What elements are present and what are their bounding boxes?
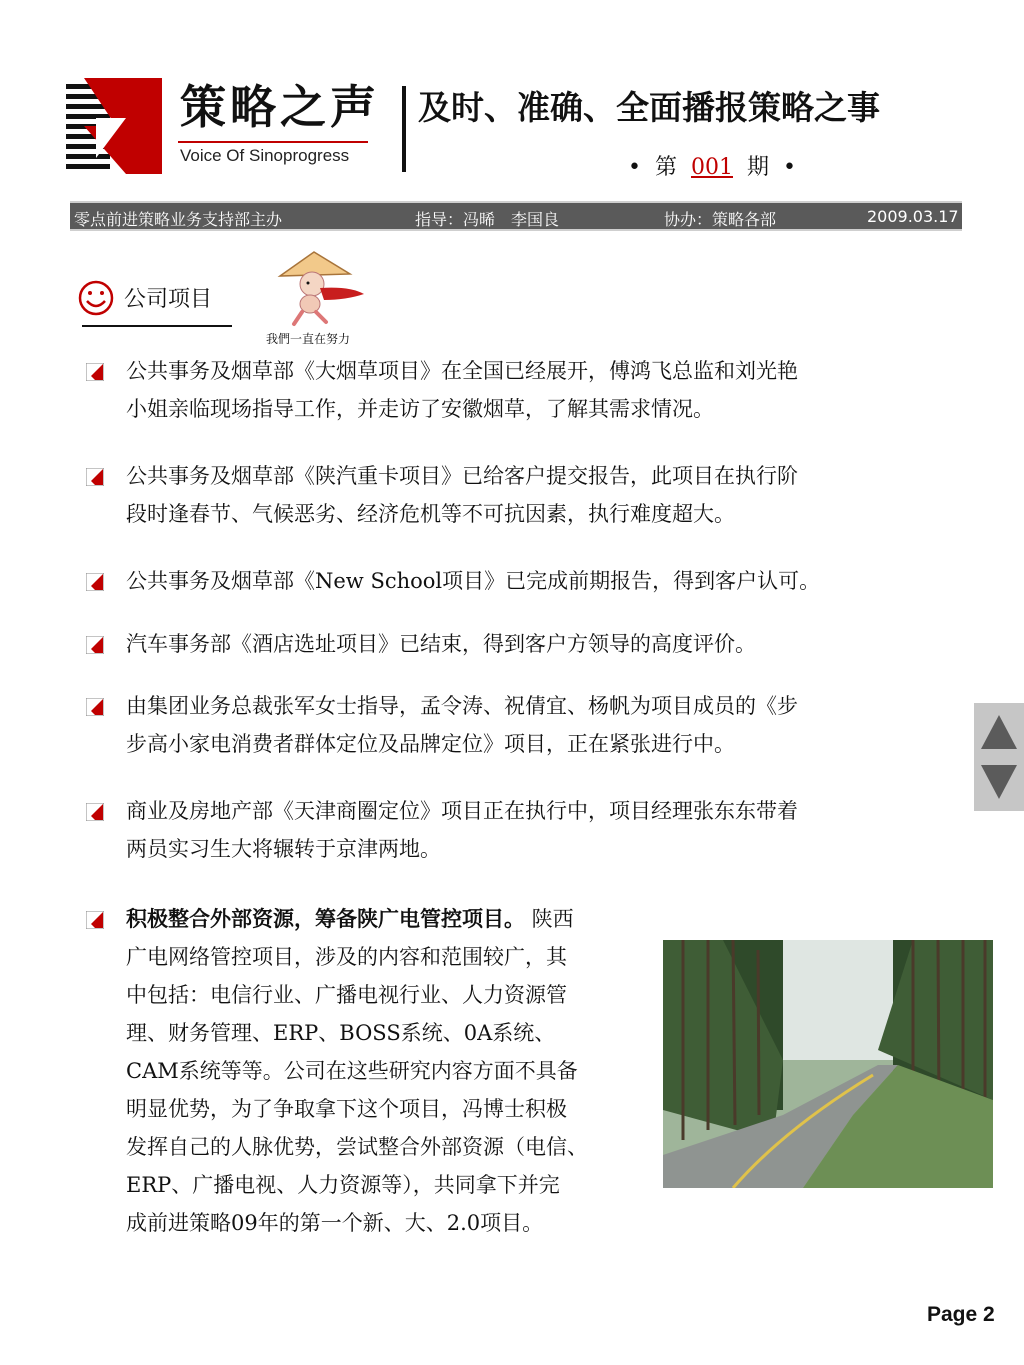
item-line: 明显优势，为了争取拿下这个项目，冯博士积极	[126, 1097, 567, 1121]
bullet-icon	[86, 698, 104, 716]
item-line: 公共事务及烟草部《大烟草项目》在全国已经展开，傅鸿飞总监和刘光艳	[126, 359, 798, 383]
newsletter-slogan: 及时、准确、全面播报策略之事	[418, 88, 880, 127]
mascot-caption: 我們一直在努力	[266, 332, 351, 346]
item-line: 公共事务及烟草部《New School项目》已完成前期报告，得到客户认可。	[126, 569, 821, 593]
issue-prefix: 第	[654, 155, 677, 180]
item-line: 理、财务管理、ERP、BOSS系统、0A系统、	[126, 1021, 556, 1045]
logo-icon	[66, 78, 162, 174]
item-line: 小姐亲临现场指导工作，并走访了安徽烟草，了解其需求情况。	[126, 397, 714, 421]
header-divider	[402, 86, 406, 172]
mascot-illustration	[270, 250, 366, 328]
list-item	[126, 352, 926, 428]
item-line: 发挥自己的人脉优势，尝试整合外部资源（电信、	[126, 1135, 588, 1159]
item-line: 步高小家电消费者群体定位及品牌定位》项目，正在紧张进行中。	[126, 732, 735, 756]
info-host: 零点前进策略业务支持部主办	[74, 210, 283, 229]
bullet-icon	[86, 636, 104, 654]
item-line: 段时逢春节、气候恶劣、经济危机等不可抗因素，执行难度超大。	[126, 502, 735, 526]
brand-name-cn: 策略之声	[180, 80, 380, 134]
scroll-up-icon[interactable]	[981, 715, 1017, 749]
list-item	[126, 457, 926, 533]
list-item	[126, 687, 926, 763]
item-line: 广电网络管控项目，涉及的内容和范围较广，其	[126, 945, 567, 969]
bullet-icon	[86, 573, 104, 591]
item-line: 公共事务及烟草部《陕汽重卡项目》已给客户提交报告，此项目在执行阶	[126, 464, 798, 488]
item-line: ERP、广播电视、人力资源等），共同拿下并完	[126, 1173, 560, 1197]
item-line: 陕西	[525, 907, 574, 931]
item-line: CAM系统等等。公司在这些研究内容方面不具备	[126, 1059, 578, 1083]
item-line: 两员实习生大将辗转于京津两地。	[126, 837, 441, 861]
bullet-icon	[86, 911, 104, 929]
item-line: 汽车事务部《酒店选址项目》已结束，得到客户方领导的高度评价。	[126, 632, 756, 656]
item-line: 成前进策略09年的第一个新、大、2.0项目。	[126, 1211, 544, 1235]
page-number: Page 2	[927, 1303, 995, 1326]
list-item	[126, 562, 926, 600]
road-photo	[663, 940, 993, 1188]
info-guidance: 指导：冯晞 李国良	[415, 210, 560, 229]
brand-underline	[178, 141, 368, 143]
item-bold-lead: 积极整合外部资源，筹备陕广电管控项目。	[126, 906, 525, 931]
smiley-icon	[78, 280, 114, 316]
bullet-icon	[86, 363, 104, 381]
list-item	[126, 792, 926, 868]
issue-value: 001	[691, 155, 733, 180]
issue-dot: •	[783, 155, 796, 180]
section-title: 公司项目	[124, 287, 213, 312]
info-assist: 协办：策略各部	[664, 210, 777, 229]
item-line: 由集团业务总裁张军女士指导，孟令涛、祝倩宜、杨帆为项目成员的《步	[126, 694, 798, 718]
info-bar	[70, 201, 962, 231]
issue-dot: •	[628, 155, 641, 180]
item-line: 商业及房地产部《天津商圈定位》项目正在执行中，项目经理张东东带着	[126, 799, 798, 823]
list-item	[126, 900, 656, 1242]
item-line: 中包括：电信行业、广播电视行业、人力资源管	[126, 983, 567, 1007]
section-underline	[82, 325, 232, 327]
bullet-icon	[86, 803, 104, 821]
bullet-icon	[86, 468, 104, 486]
page-scroll-control	[974, 703, 1024, 811]
list-item	[126, 625, 926, 663]
issue-number	[614, 150, 810, 181]
scroll-down-icon[interactable]	[981, 765, 1017, 799]
issue-suffix: 期	[747, 155, 770, 180]
brand-name-en: Voice Of Sinoprogress	[180, 146, 350, 165]
info-date: 2009.03.17	[867, 207, 959, 226]
